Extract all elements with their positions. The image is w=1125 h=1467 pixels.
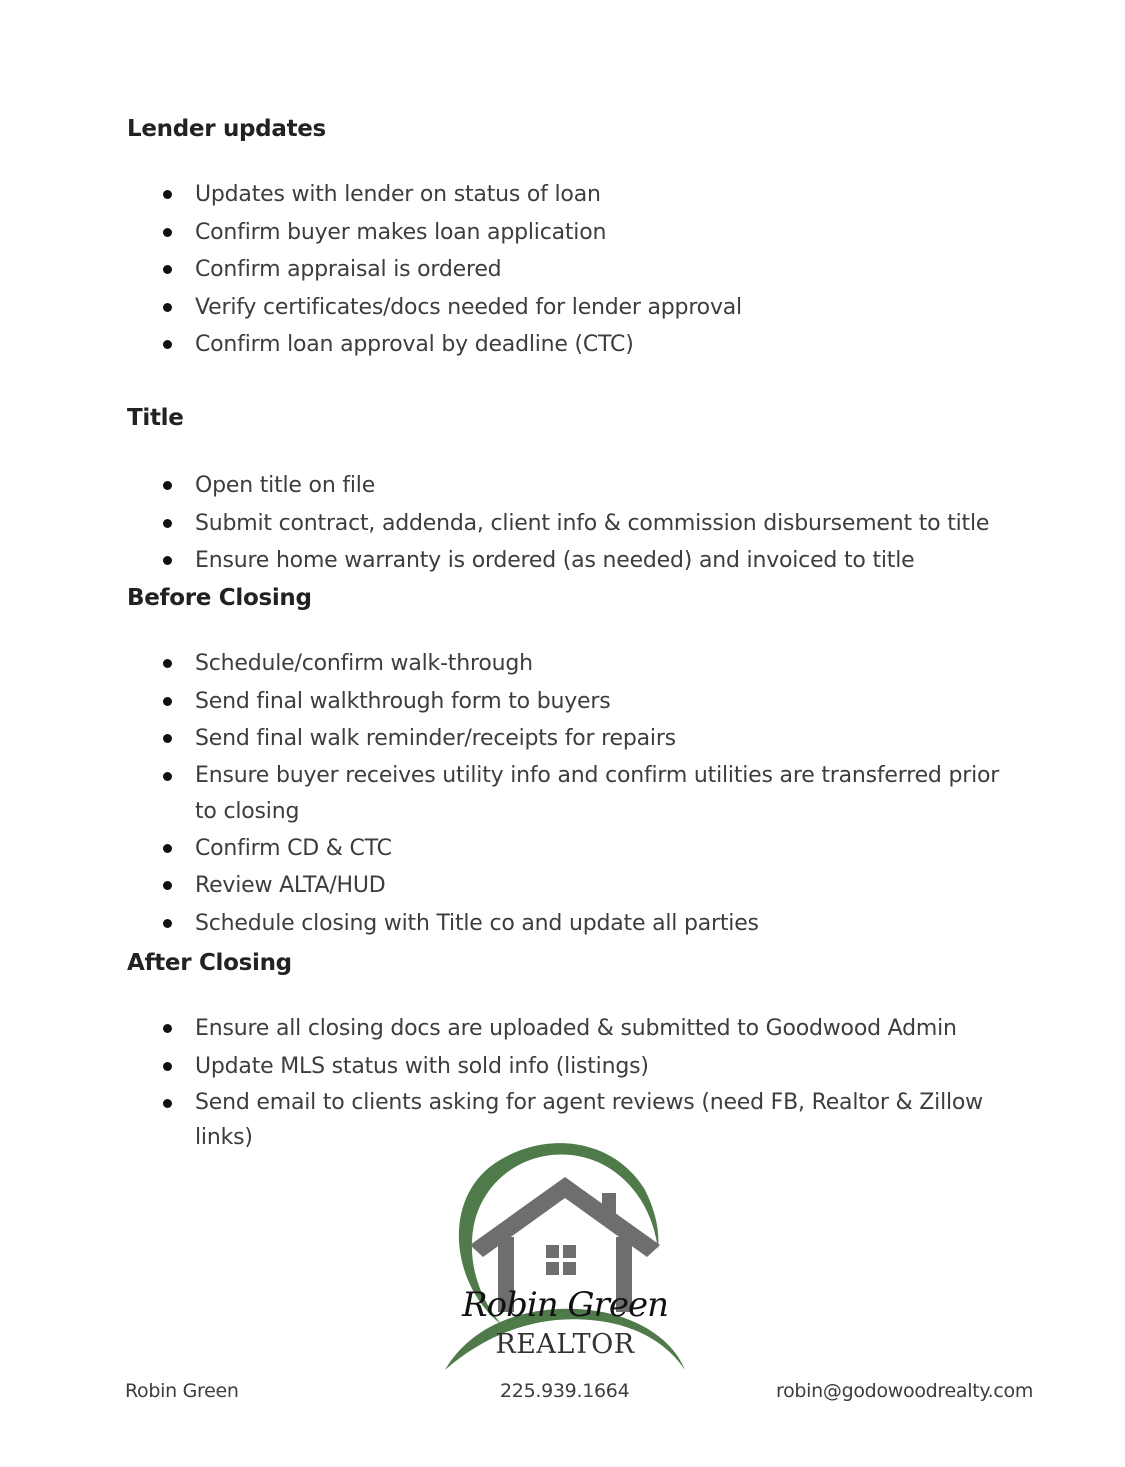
checklist: [127, 645, 1027, 942]
list-item: Send email to clients asking for agent reviews (need FB, Realtor & Zillow links): [127, 1085, 1027, 1155]
list-item: Confirm buyer makes loan application: [127, 214, 1027, 252]
section-heading: Lender updates: [127, 116, 326, 142]
list-item: Confirm loan approval by deadline (CTC): [127, 326, 1027, 364]
checklist: [127, 1010, 1027, 1155]
list-item: Send final walkthrough form to buyers: [127, 683, 1027, 721]
list-item: Open title on file: [127, 467, 1027, 505]
section-title: [127, 405, 1027, 580]
section-lender-updates: [127, 116, 1027, 364]
list-item: Confirm CD & CTC: [127, 830, 1027, 868]
list-item: Schedule/confirm walk-through: [127, 645, 1027, 683]
list-item: Ensure buyer receives utility info and confirm utilities are transferred prior to closing: [127, 758, 1027, 830]
list-item: Schedule closing with Title co and update all parties: [127, 905, 1027, 943]
list-item: Review ALTA/HUD: [127, 867, 1027, 905]
section-before-closing: [127, 585, 1027, 942]
list-item: Ensure home warranty is ordered (as needed) and invoiced to title: [127, 542, 1027, 580]
footer-phone: 225.939.1664: [500, 1380, 630, 1402]
section-after-closing: [127, 950, 1027, 1155]
section-heading: Title: [127, 405, 184, 431]
checklist: [127, 176, 1027, 364]
list-item: Send final walk reminder/receipts for repairs: [127, 720, 1027, 758]
list-item: Submit contract, addenda, client info & commission disbursement to title: [127, 505, 1027, 543]
logo-name: Robin Green: [462, 1285, 668, 1325]
checklist: [127, 467, 1027, 580]
list-item: Confirm appraisal is ordered: [127, 251, 1027, 289]
footer-name: Robin Green: [125, 1380, 239, 1402]
logo-subtitle: REALTOR: [495, 1329, 635, 1360]
section-heading: After Closing: [127, 950, 292, 976]
list-item: Ensure all closing docs are uploaded & submitted to Goodwood Admin: [127, 1010, 1027, 1048]
section-heading: Before Closing: [127, 585, 312, 611]
realtor-logo: [440, 1135, 690, 1375]
footer-email: robin@godowoodrealty.com: [776, 1380, 1034, 1402]
list-item: Update MLS status with sold info (listings): [127, 1048, 1027, 1086]
list-item: Updates with lender on status of loan: [127, 176, 1027, 214]
list-item: Verify certificates/docs needed for lender approval: [127, 289, 1027, 327]
